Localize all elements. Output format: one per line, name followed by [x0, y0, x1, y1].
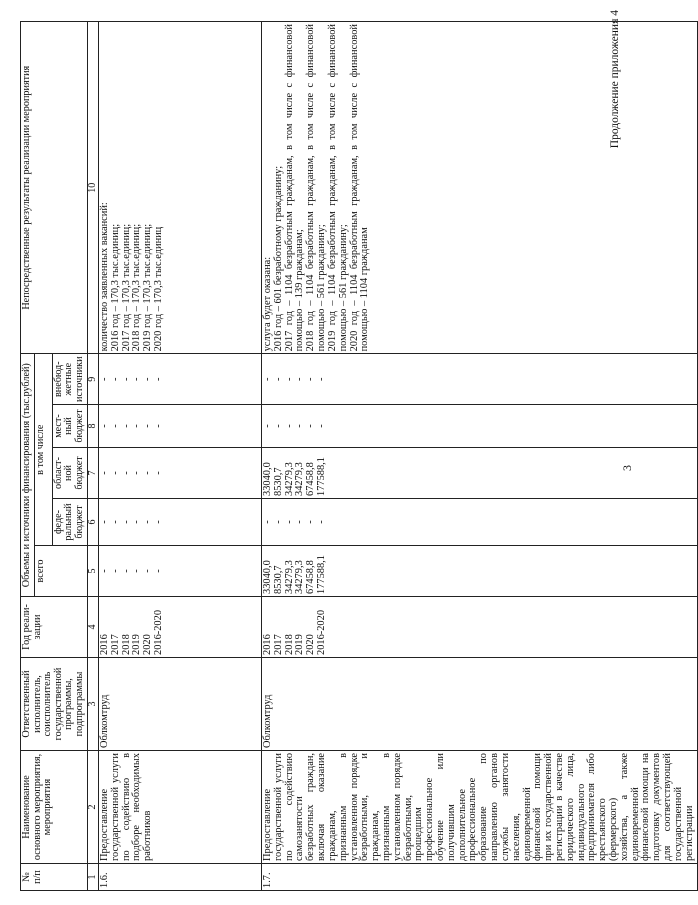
header-federal: феде-ральный бюджет — [52, 499, 87, 546]
row-number: 1.7. — [262, 864, 698, 891]
header-executor: Ответственный исполнитель, соисполнитель государственной программы, подпрограммы — [21, 658, 88, 751]
col-number: 3 — [87, 658, 98, 751]
extrabudget-sources: - - - - - - — [99, 354, 262, 405]
row-number: 1.6. — [99, 864, 262, 891]
col-number: 7 — [87, 448, 98, 499]
years: 2016 2017 2018 2019 2020 2016-2020 — [262, 597, 698, 658]
col-number: 10 — [87, 22, 98, 354]
extrabudget-sources: - - - - - - — [262, 354, 698, 405]
header-including: в том числе — [34, 354, 52, 546]
header-year: Год реали-зации — [21, 597, 88, 658]
expected-results: услуга будет оказана: 2016 год – 601 безработному гражданину; 2017 год – 1104 безработным гражданам, в том числе с финансовой помощью – 139 гражданам; 2018 год – 1104 безработным гражданам, в том числе с финансовой помощью – 561 гражданину; 2019 год – 1104 безработным гражданам, в том числе с финансовой помощью – 561 гражданину; 2020 год – 1104 безработным гражданам, в том числе с финансовой помощью – 1104 гражданам — [262, 22, 698, 354]
measure-name: Предоставление государственной услуги по содействию самозанятости безработных граждан, включая оказание гражданам, признанным в установленном порядке безработными, и гражданам, признанным в установленном порядке безработными, прошедшим профессиональное обучение или получившим дополнительное профессиональное образование по направлению органов службы занятости населения, единовременной финансовой помощи при их государственной регистрации в качестве юридического лица, индивидуального предпринимателя либо крестьянского (фермерского) хозяйства, а также единовременной финансовой помощи на подготовку документов для соответствующей государственной регистрации — [262, 751, 698, 864]
col-number: 6 — [87, 499, 98, 546]
header-extrabudget: внебюд-жетные источники — [52, 354, 87, 405]
measure-name: Предоставление государственной услуги по содействию в подборе необходимых работников — [99, 751, 262, 864]
col-number: 8 — [87, 405, 98, 448]
total-funding: 33040,0 8530,7 34279,3 34279,3 67458,8 177588,1 — [262, 546, 698, 597]
header-funding: Объемы и источники финансирования (тыс.рублей) — [21, 354, 35, 597]
col-number: 2 — [87, 751, 98, 864]
col-number: 9 — [87, 354, 98, 405]
page-number: 3 — [620, 465, 634, 471]
federal-budget: - - - - - - — [99, 499, 262, 546]
program-table — [20, 21, 698, 891]
continuation-note: Продолжение приложения 4 — [609, 10, 621, 149]
local-budget: - - - - - - — [99, 405, 262, 448]
header-regional: област-ной бюджет — [52, 448, 87, 499]
table-row — [262, 22, 698, 891]
total-funding: - - - - - - — [99, 546, 262, 597]
header-row-1 — [21, 22, 35, 891]
local-budget: - - - - - - — [262, 405, 698, 448]
federal-budget: - - - - - - — [262, 499, 698, 546]
header-total: всего — [34, 546, 87, 597]
regional-budget: 33040,0 8530,7 34279,3 34279,3 67458,8 177588,1 — [262, 448, 698, 499]
years: 2016 2017 2018 2019 2020 2016-2020 — [99, 597, 262, 658]
table-row — [99, 22, 262, 891]
executor: Облкомтруд — [99, 658, 262, 751]
header-results: Непосредственные результаты реализации мероприятия — [21, 22, 88, 354]
header-local: мест-ный бюджет — [52, 405, 87, 448]
header-num: № п/п — [21, 864, 88, 891]
header-name: Наименование основного мероприятия, мероприятия — [21, 751, 88, 864]
col-number: 4 — [87, 597, 98, 658]
executor: Облкомтруд — [262, 658, 698, 751]
col-number: 5 — [87, 546, 98, 597]
regional-budget: - - - - - - — [99, 448, 262, 499]
expected-results: количество заявленных вакансий: 2016 год – 170,3 тыс.единиц; 2017 год – 170,3 тыс.единиц; 2018 год – 170,3 тыс.единиц; 2019 год – 170,3 тыс.единиц; 2020 год – 170,3 тыс.единиц — [99, 22, 262, 354]
col-number: 1 — [87, 864, 98, 891]
column-number-row — [87, 22, 98, 891]
